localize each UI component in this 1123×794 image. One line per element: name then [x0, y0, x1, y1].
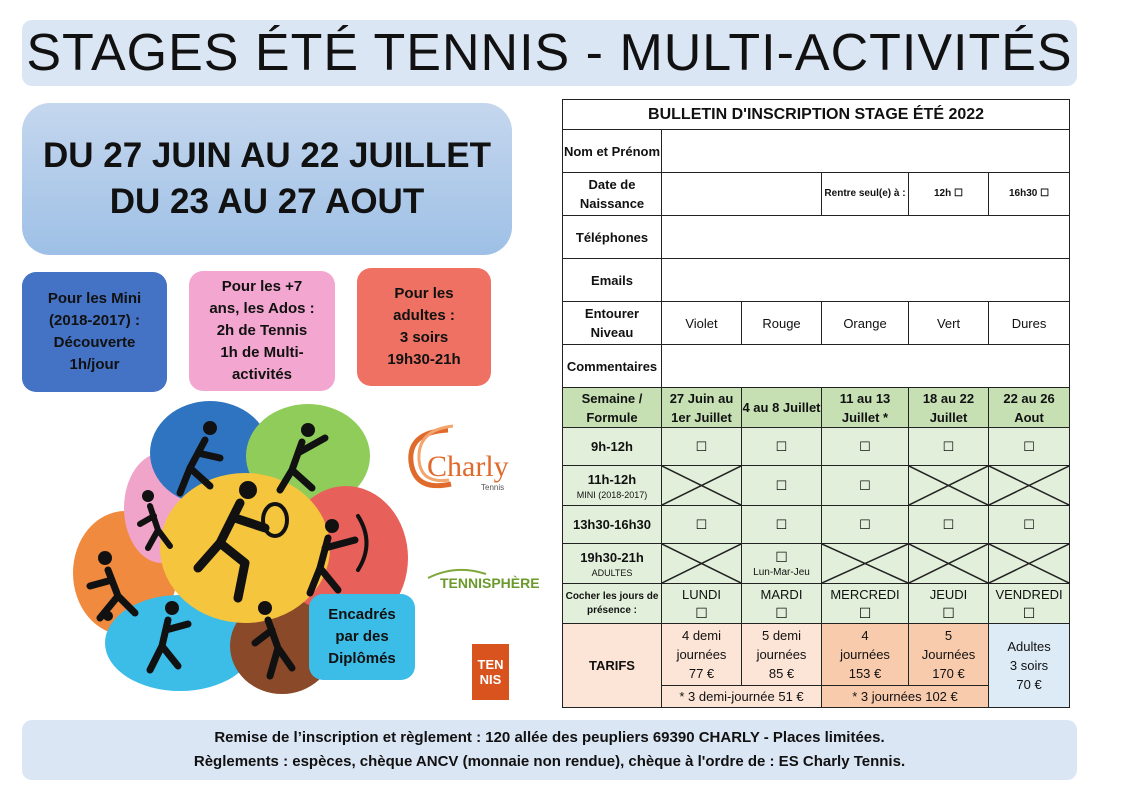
card-mini — [22, 272, 167, 392]
jour-lundi-cell[interactable] — [662, 584, 742, 624]
nom-label: Nom et Prénom — [563, 130, 662, 173]
niveau-label: Entourer Niveau — [563, 302, 662, 345]
slot-11h-label-cell — [563, 466, 662, 506]
card-diplomes — [309, 594, 415, 680]
jour-lundi-checkbox[interactable]: ☐ — [695, 604, 708, 621]
slot-13h30-checkbox[interactable]: ☐ — [662, 506, 742, 544]
card-mini-line: 1h/jour — [69, 356, 120, 373]
jour-mardi-label: MARDI — [760, 586, 803, 602]
dates-line-2: DU 23 AU 27 AOUT — [109, 182, 425, 221]
tennisphere-logo — [426, 556, 544, 598]
slot-9h-checkbox[interactable]: ☐ — [909, 428, 989, 466]
slot-19h30-unavailable — [989, 544, 1070, 584]
card-diplomes-line: Encadrés — [328, 606, 396, 623]
jour-vendredi-cell[interactable] — [989, 584, 1070, 624]
telephones-label: Téléphones — [563, 216, 662, 259]
tennisphere-logo-text: TENNISPHÈRE — [440, 575, 540, 591]
jour-vendredi-label: VENDREDI — [995, 586, 1063, 602]
tarif-cell: 4 demi journées 77 € — [662, 624, 742, 686]
semaine-label: Semaine / Formule — [563, 388, 662, 428]
slot-19h30-unavailable — [662, 544, 742, 584]
jour-mercredi-checkbox[interactable]: ☐ — [858, 604, 872, 621]
slot-11h-unavailable — [909, 466, 989, 506]
jour-mercredi-label: MERCREDI — [830, 586, 900, 602]
semaine-4: 18 au 22 Juillet — [909, 388, 989, 428]
card-diplomes-line: par des — [335, 628, 389, 645]
handball-head-icon — [142, 490, 154, 502]
footer-line-1: Remise de l’inscription et règlement : 120 allée des peupliers 69390 CHARLY - Places limitées. — [214, 729, 885, 746]
footer-line-2: Règlements : espèces, chèque ANCV (monnaie non rendue), chèque à l'ordre de : ES Charly Tennis. — [193, 753, 906, 770]
slot-19h30-sublabel: ADULTES — [591, 568, 633, 578]
card-ados-line: ans, les Ados : — [209, 300, 315, 317]
slot-19h30-checkbox[interactable]: ☐ — [775, 549, 788, 565]
tarif-note-journees: * 3 journées 102 € — [822, 686, 989, 708]
registration-form — [562, 99, 1070, 708]
slot-11h-unavailable — [662, 466, 742, 506]
niveau-option-vert[interactable]: Vert — [909, 302, 989, 345]
commentaires-label: Commentaires — [563, 345, 662, 388]
slot-19h30-label: 19h30-21h — [580, 550, 644, 565]
slot-19h30-unavailable — [909, 544, 989, 584]
fft-logo-bottom: NIS — [479, 672, 502, 687]
slot-11h-checkbox[interactable]: ☐ — [822, 466, 909, 506]
tarif-cell: 5 Journées 170 € — [909, 624, 989, 686]
ball-icon — [103, 611, 113, 621]
niveau-option-violet[interactable]: Violet — [662, 302, 742, 345]
card-mini-line: (2018-2017) : — [49, 312, 140, 329]
semaine-3: 11 au 13 Juillet * — [822, 388, 909, 428]
slot-9h-checkbox[interactable]: ☐ — [662, 428, 742, 466]
card-adultes-line: 19h30-21h — [387, 351, 461, 368]
gym-head-icon — [258, 601, 272, 615]
card-adultes-line: adultes : — [393, 307, 455, 324]
card-adultes-line: Pour les — [394, 285, 454, 302]
card-adultes-line: 3 soirs — [399, 329, 449, 346]
card-adultes — [357, 268, 491, 386]
pingpong-head-icon — [165, 601, 179, 615]
tarifs-label: TARIFS — [563, 624, 662, 708]
player-head-icon — [239, 481, 257, 499]
jour-lundi-label: LUNDI — [681, 586, 721, 602]
semaine-1: 27 Juin au 1er Juillet — [662, 388, 742, 428]
rentre-12h-checkbox[interactable]: 12h ☐ — [909, 173, 989, 216]
emails-field[interactable] — [662, 259, 1070, 302]
semaine-2: 4 au 8 Juillet — [742, 388, 822, 428]
jour-jeudi-cell[interactable] — [909, 584, 989, 624]
jour-vendredi-checkbox[interactable]: ☐ — [1022, 604, 1036, 621]
jour-jeudi-label: JEUDI — [929, 586, 968, 602]
slot-9h-label: 9h-12h — [563, 428, 662, 466]
card-ados — [189, 271, 335, 391]
slot-13h30-checkbox[interactable]: ☐ — [989, 506, 1070, 544]
slot-19h30-unavailable — [822, 544, 909, 584]
charly-logo-text: Charly — [427, 450, 509, 483]
soccer-head-icon — [98, 551, 112, 565]
slot-9h-checkbox[interactable]: ☐ — [822, 428, 909, 466]
tarif-cell: 5 demi journées 85 € — [742, 624, 822, 686]
jour-mercredi-cell[interactable] — [822, 584, 909, 624]
basketball-head-icon — [301, 423, 315, 437]
tarif-cell: 4 journées 153 € — [822, 624, 909, 686]
naissance-label: Date de Naissance — [563, 173, 662, 216]
card-ados-line: 1h de Multi- — [220, 344, 304, 361]
jours-label: Cocher les jours de présence : — [563, 584, 662, 624]
telephones-field[interactable] — [662, 216, 1070, 259]
slot-13h30-label: 13h30-16h30 — [563, 506, 662, 544]
cross-out-icon — [989, 544, 1069, 583]
emails-label: Emails — [563, 259, 662, 302]
commentaires-field[interactable] — [662, 345, 1070, 388]
tarif-note-demi: * 3 demi-journée 51 € — [662, 686, 822, 708]
cross-out-icon — [909, 466, 988, 505]
card-mini-line: Pour les Mini — [47, 290, 142, 307]
card-ados-line: activités — [231, 366, 293, 383]
slot-9h-checkbox[interactable]: ☐ — [989, 428, 1070, 466]
cross-out-icon — [909, 544, 988, 583]
card-diplomes-line: Diplômés — [328, 650, 396, 667]
slot-19h30-adultes-cell[interactable] — [742, 544, 822, 584]
charly-tennis-logo — [403, 422, 528, 494]
dates-panel — [22, 103, 512, 255]
runner-head-icon — [203, 421, 217, 435]
semaine-5: 22 au 26 Aout — [989, 388, 1070, 428]
cross-out-icon — [989, 466, 1069, 505]
jour-jeudi-checkbox[interactable]: ☐ — [942, 604, 955, 621]
slot-11h-label: 11h-12h — [587, 472, 637, 487]
niveau-option-orange[interactable]: Orange — [822, 302, 909, 345]
footer-banner — [22, 720, 1077, 780]
naissance-field[interactable] — [662, 173, 822, 216]
cross-out-icon — [662, 544, 741, 583]
fft-tennis-logo — [472, 644, 509, 700]
slot-19h30-label-cell — [563, 544, 662, 584]
slot-11h-unavailable — [989, 466, 1070, 506]
slot-11h-checkbox[interactable]: ☐ — [742, 466, 822, 506]
jour-mardi-cell[interactable] — [742, 584, 822, 624]
tarif-adultes-cell: Adultes 3 soirs 70 € — [989, 624, 1070, 708]
card-ados-line: 2h de Tennis — [216, 322, 308, 339]
slot-13h30-checkbox[interactable]: ☐ — [909, 506, 989, 544]
fft-logo-top: TEN — [477, 657, 504, 672]
charly-logo-subtext: Tennis — [481, 483, 505, 492]
niveau-option-rouge[interactable]: Rouge — [742, 302, 822, 345]
lun-mar-jeu-label: Lun-Mar-Jeu — [753, 567, 810, 578]
cross-out-icon — [662, 466, 741, 505]
page-title: STAGES ÉTÉ TENNIS - MULTI-ACTIVITÉS — [26, 24, 1073, 82]
nom-field[interactable] — [662, 130, 1070, 173]
rentre-seul-label: Rentre seul(e) à : — [822, 173, 909, 216]
form-title: BULLETIN D'INSCRIPTION STAGE ÉTÉ 2022 — [563, 100, 1070, 130]
slot-13h30-checkbox[interactable]: ☐ — [742, 506, 822, 544]
cross-out-icon — [822, 544, 908, 583]
dates-line-1: DU 27 JUIN AU 22 JUILLET — [43, 136, 491, 175]
niveau-option-dures[interactable]: Dures — [989, 302, 1070, 345]
slot-11h-sublabel: MINI (2018-2017) — [576, 490, 648, 500]
card-mini-line: Découverte — [53, 334, 136, 351]
card-ados-line: Pour les +7 — [221, 278, 303, 295]
archer-head-icon — [325, 519, 339, 533]
slot-9h-checkbox[interactable]: ☐ — [742, 428, 822, 466]
title-banner — [22, 20, 1077, 86]
rentre-16h30-checkbox[interactable]: 16h30 ☐ — [989, 173, 1070, 216]
jour-mardi-checkbox[interactable]: ☐ — [775, 604, 788, 621]
slot-13h30-checkbox[interactable]: ☐ — [822, 506, 909, 544]
